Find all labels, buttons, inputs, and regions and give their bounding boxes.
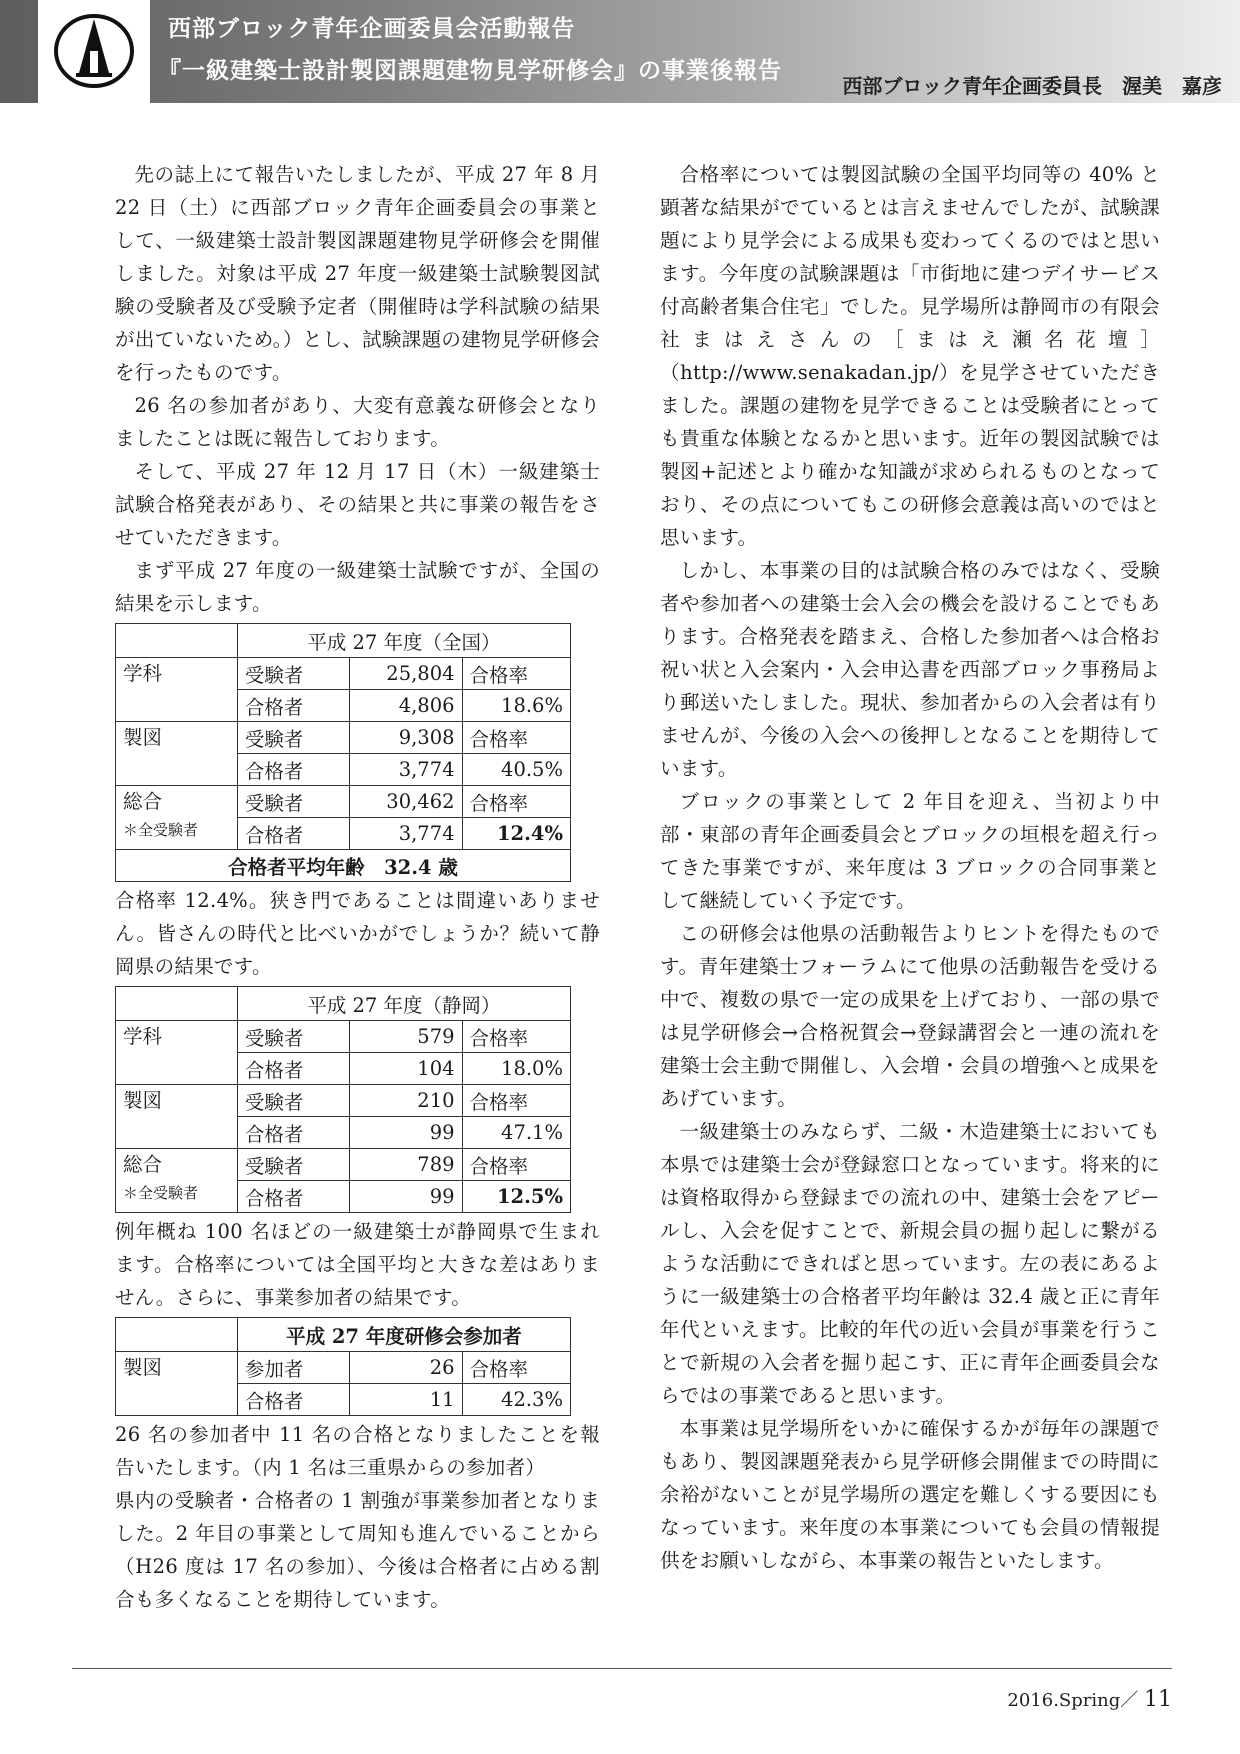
gakka-rate: 18.0% — [462, 1053, 570, 1085]
left-column — [115, 158, 600, 1616]
national-results-table — [115, 623, 571, 882]
participants-results-table — [115, 1317, 571, 1416]
label-passers: 合格者 — [237, 1181, 349, 1213]
left-paragraph-5: 合格率 12.4%。狭き門であることは間違いありません。皆さんの時代と比べいかがでしょうか？続いて静岡県の結果です。 — [115, 889, 600, 978]
footer-divider — [72, 1668, 1172, 1669]
label-examinees: 受験者 — [237, 1021, 349, 1053]
label-examinees: 受験者 — [237, 1085, 349, 1117]
label-examinees: 受験者 — [237, 658, 349, 690]
gakka-passers: 4,806 — [349, 690, 462, 722]
page-footer — [1007, 1686, 1172, 1712]
seizu-passers: 99 — [349, 1117, 462, 1149]
left-paragraph-7: 26 名の参加者中 11 名の合格となりましたことを報告いたします。（内 1 名は三重県からの参加者） — [115, 1423, 600, 1479]
label-participants: 参加者 — [237, 1352, 349, 1384]
seizu-examinees: 9,308 — [349, 722, 462, 754]
label-rate: 合格率 — [462, 1021, 570, 1053]
category-gakka: 学科 — [116, 658, 238, 722]
left-paragraph-3: そして、平成 27 年 12 月 17 日（木）一級建築士試験合格発表があり、その結果と共に事業の報告をさせていただきます。 — [115, 460, 600, 549]
page-number: 11 — [1144, 1687, 1172, 1712]
right-column — [660, 158, 1160, 1577]
label-passers: 合格者 — [237, 1117, 349, 1149]
left-paragraph-1: 先の誌上にて報告いたしましたが、平成 27 年 8 月 22 日（土）に西部ブロック青年企画委員会の事業として、一級建築士設計製図課題建物見学研修会を開催しました。対象は平成 27 年度一級建築士試験製図試験の受験者及び受験予定者（開催時は学科試験の結果が出ていないため。）とし、試験課題の建物見学研修会を行ったものです。 — [115, 163, 600, 384]
architect-association-logo-icon — [52, 11, 136, 91]
label-rate: 合格率 — [462, 1149, 570, 1181]
seizu-rate: 47.1% — [462, 1117, 570, 1149]
left-paragraph-8: 県内の受験者・合格者の 1 割強が事業参加者となりました。2 年目の事業として周知も進んでいることから（H26 度は 17 名の参加）、今後は合格者に占める割合も多くなることを期待しています。 — [115, 1489, 600, 1611]
right-paragraph-5: 一級建築士のみならず、二級・木造建築士においても本県では建築士会が登録窓口となっています。将来的には資格取得から登録までの流れの中、建築士会をアピールし、入会を促すことで、新規会員の掘り起しに繋がるような活動にできればと思っています。左の表にあるように一級建築士の合格者平均年齢は 32.4 歳と正に青年年代といえます。比較的年代の近い会員が事業を行うことで新規の入会者を掘り起こす、正に青年企画委員会ならではの事業であると思います。 — [660, 1120, 1160, 1407]
left-paragraph-6: 例年概ね 100 名ほどの一級建築士が静岡県で生まれます。合格率については全国平均と大きな差はありません。さらに、事業参加者の結果です。 — [115, 1220, 600, 1309]
page-header — [0, 0, 1240, 103]
sogo-rate: 12.4% — [462, 818, 570, 850]
category-gakka: 学科 — [116, 1021, 238, 1085]
participants-rate: 42.3% — [462, 1384, 570, 1416]
label-passers: 合格者 — [237, 690, 349, 722]
category-sogo-label: 総合 — [123, 1153, 163, 1176]
right-paragraph-2: しかし、本事業の目的は試験合格のみではなく、受験者や参加者への建築士会入会の機会を設けることでもあります。合格発表を踏まえ、合格した参加者へは合格お祝い状と入会案内・入会申込書を西部ブロック事務局より郵送いたしました。現状、参加者からの入会者は有りませんが、今後の入会への後押しとなることを期待しています。 — [660, 559, 1160, 780]
category-seizu: 製図 — [116, 1085, 238, 1149]
right-paragraph-1: 合格率については製図試験の全国平均同等の 40% と顕著な結果がでているとは言えませんでしたが、試験課題により見学会による成果も変わってくるのではと思います。今年度の試験課題は「市街地に建つデイサービス付高齢者集合住宅」でした。見学場所は静岡市の有限会社まはえさんの［まはえ瀬名花壇］（http://www.senakadan.jp/）を見学させていただきました。課題の建物を見学できることは受験者にとっても貴重な体験となるかと思います。近年の製図試験では製図+記述とより確かな知識が求められるものとなっており、その点についてもこの研修会意義は高いのではと思います。 — [660, 163, 1160, 549]
gakka-examinees: 579 — [349, 1021, 462, 1053]
table-corner-cell — [116, 1318, 238, 1352]
seizu-examinees: 210 — [349, 1085, 462, 1117]
category-sogo — [116, 786, 238, 850]
seizu-passers: 3,774 — [349, 754, 462, 786]
table-header: 平成 27 年度（静岡） — [237, 987, 570, 1021]
left-paragraph-2: 26 名の参加者があり、大変有意義な研修会となりましたことは既に報告しております。 — [115, 394, 600, 450]
average-age-footer: 合格者平均年齢 32.4 歳 — [116, 850, 571, 882]
category-seizu: 製図 — [116, 1352, 238, 1416]
logo — [38, 0, 150, 103]
category-sogo — [116, 1149, 238, 1213]
header-title: 西部ブロック青年企画委員会活動報告 — [168, 16, 576, 42]
all-examinees-note: ＊全受験者 — [123, 1184, 199, 1202]
label-rate: 合格率 — [462, 658, 570, 690]
label-passers: 合格者 — [237, 818, 349, 850]
table-header: 平成 27 年度（全国） — [237, 624, 570, 658]
participants-passers: 11 — [349, 1384, 462, 1416]
sogo-examinees: 30,462 — [349, 786, 462, 818]
label-rate: 合格率 — [462, 786, 570, 818]
table-corner-cell — [116, 987, 238, 1021]
sogo-rate: 12.5% — [462, 1181, 570, 1213]
all-examinees-note: ＊全受験者 — [123, 821, 199, 839]
category-seizu: 製図 — [116, 722, 238, 786]
label-rate: 合格率 — [462, 1352, 570, 1384]
right-paragraph-6: 本事業は見学場所をいかに確保するかが毎年の課題でもあり、製図課題発表から見学研修会開催までの時間に余裕がないことが見学場所の選定を難しくする要因にもなっています。来年度の本事業についても会員の情報提供をお願いしながら、本事業の報告といたします。 — [660, 1417, 1160, 1572]
gakka-rate: 18.6% — [462, 690, 570, 722]
sogo-passers: 99 — [349, 1181, 462, 1213]
label-passers: 合格者 — [237, 754, 349, 786]
label-passers: 合格者 — [237, 1053, 349, 1085]
table-corner-cell — [116, 624, 238, 658]
header-author: 西部ブロック青年企画委員長 渥美 嘉彦 — [842, 74, 1222, 98]
seizu-rate: 40.5% — [462, 754, 570, 786]
sogo-examinees: 789 — [349, 1149, 462, 1181]
label-examinees: 受験者 — [237, 1149, 349, 1181]
participants-count: 26 — [349, 1352, 462, 1384]
right-paragraph-4: この研修会は他県の活動報告よりヒントを得たものです。青年建築士フォーラムにて他県の活動報告を受ける中で、複数の県で一定の成果を上げており、一部の県では見学研修会→合格祝賀会→登録講習会と一連の流れを建築士会主動で開催し、入会増・会員の増強へと成果をあげています。 — [660, 922, 1160, 1110]
label-rate: 合格率 — [462, 722, 570, 754]
label-rate: 合格率 — [462, 1085, 570, 1117]
right-paragraph-3: ブロックの事業として 2 年目を迎え、当初より中部・東部の青年企画委員会とブロックの垣根を超え行ってきた事業ですが、来年度は 3 ブロックの合同事業として継続していく予定です。 — [660, 790, 1160, 912]
label-examinees: 受験者 — [237, 786, 349, 818]
header-subtitle: 『一級建築士設計製図課題建物見学研修会』の事業後報告 — [158, 58, 782, 84]
left-paragraph-4: まず平成 27 年度の一級建築士試験ですが、全国の結果を示します。 — [115, 559, 600, 615]
gakka-examinees: 25,804 — [349, 658, 462, 690]
issue-label: 2016.Spring／ — [1007, 1690, 1139, 1711]
label-passers: 合格者 — [237, 1384, 349, 1416]
gakka-passers: 104 — [349, 1053, 462, 1085]
category-sogo-label: 総合 — [123, 790, 163, 813]
table-header: 平成 27 年度研修会参加者 — [237, 1318, 570, 1352]
label-examinees: 受験者 — [237, 722, 349, 754]
shizuoka-results-table — [115, 986, 571, 1213]
sogo-passers: 3,774 — [349, 818, 462, 850]
